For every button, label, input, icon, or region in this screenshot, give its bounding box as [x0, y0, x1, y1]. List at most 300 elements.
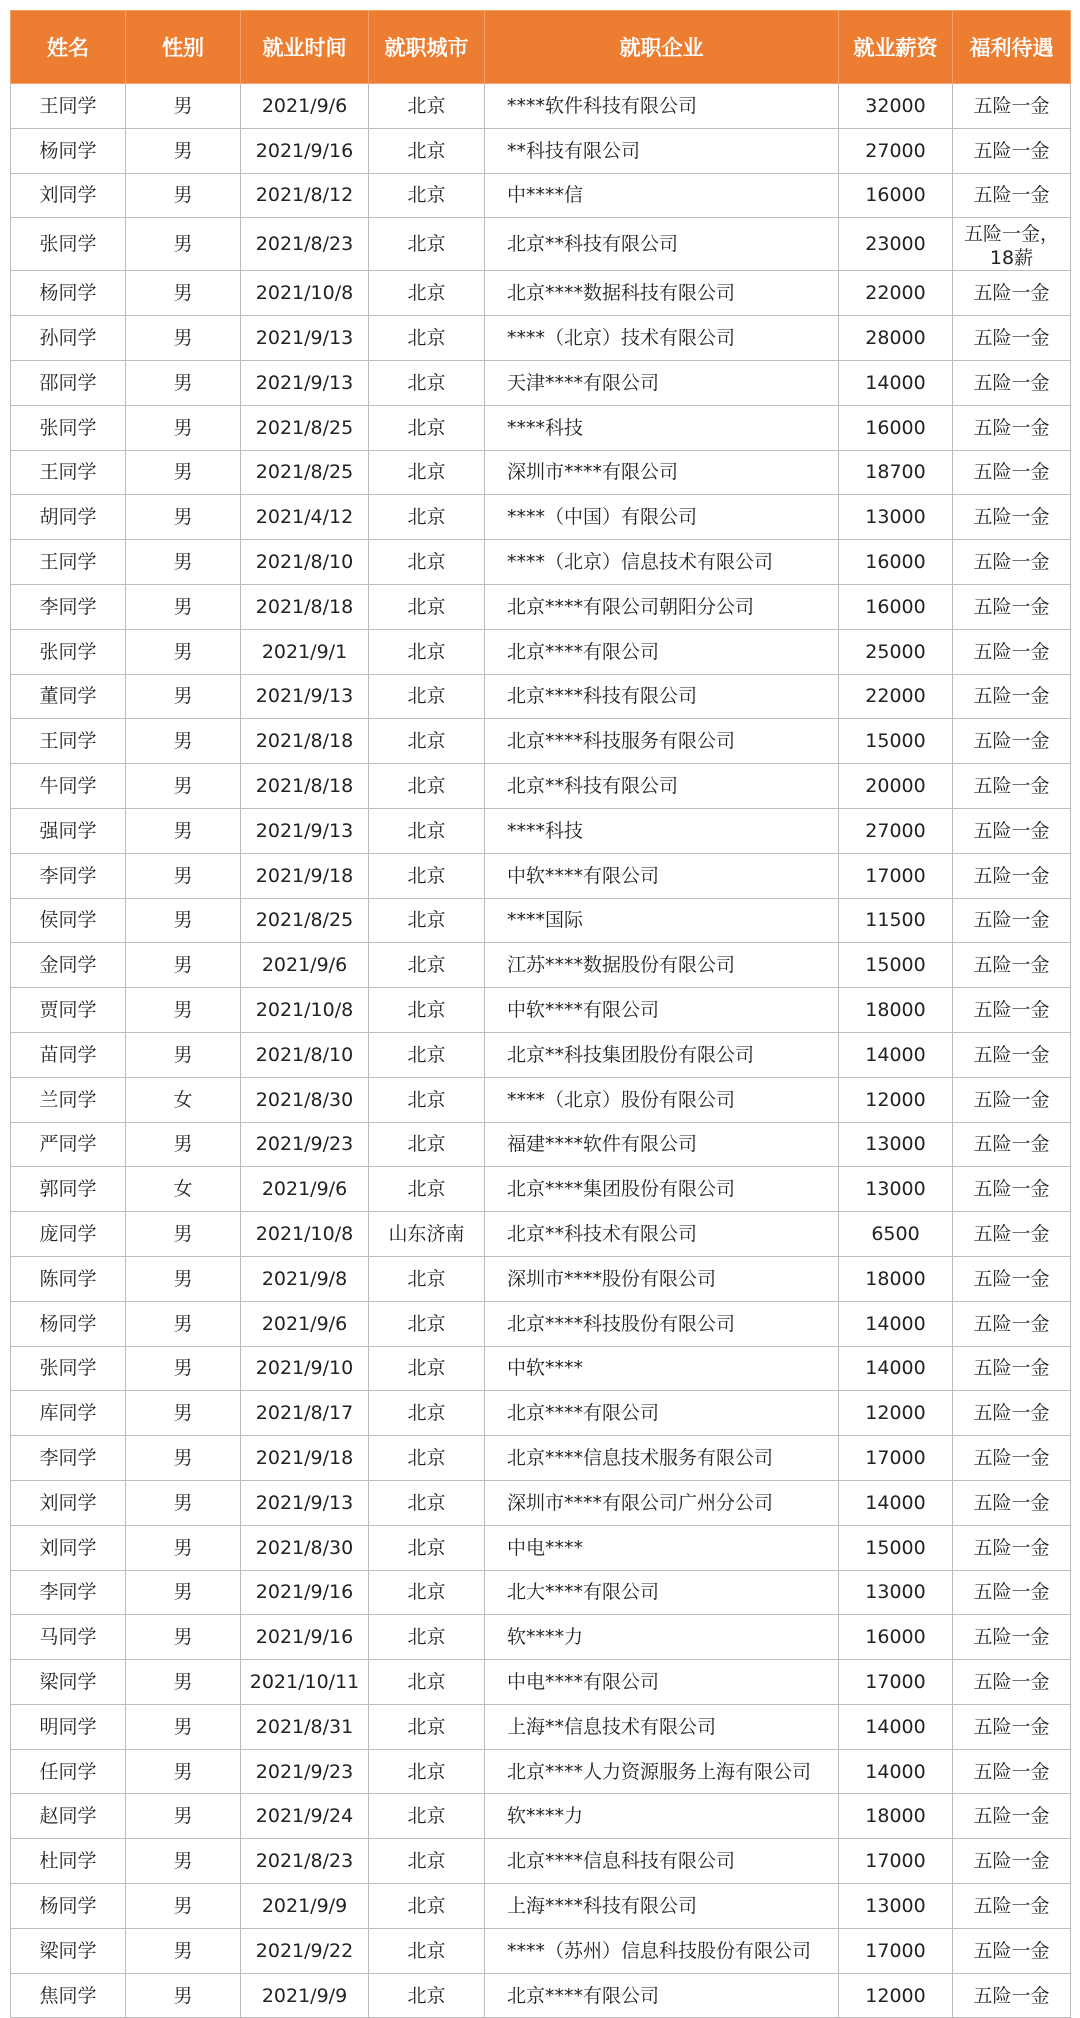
table-row [11, 764, 1071, 809]
gender-cell: 男 [126, 853, 241, 898]
table-body [11, 84, 1071, 2018]
welfare-cell: 五险一金 [953, 1301, 1071, 1346]
table-row [11, 853, 1071, 898]
name-cell: 邵同学 [11, 360, 126, 405]
name-cell: 贾同学 [11, 988, 126, 1033]
salary-cell: 16000 [839, 173, 953, 218]
gender-cell: 男 [126, 1301, 241, 1346]
table-row [11, 1660, 1071, 1705]
date-cell: 2021/10/8 [241, 1212, 369, 1257]
city-cell: 北京 [369, 1570, 485, 1615]
table-row [11, 1839, 1071, 1884]
gender-cell: 男 [126, 450, 241, 495]
salary-cell: 17000 [839, 1660, 953, 1705]
name-cell: 张同学 [11, 405, 126, 450]
gender-cell: 男 [126, 808, 241, 853]
salary-cell: 18000 [839, 1794, 953, 1839]
welfare-cell: 五险一金 [953, 405, 1071, 450]
date-cell: 2021/8/31 [241, 1704, 369, 1749]
date-cell: 2021/8/25 [241, 405, 369, 450]
date-cell: 2021/8/23 [241, 218, 369, 271]
city-cell: 北京 [369, 898, 485, 943]
company-cell: 北京****信息技术服务有限公司 [485, 1436, 839, 1481]
salary-cell: 12000 [839, 1391, 953, 1436]
welfare-cell: 五险一金 [953, 719, 1071, 764]
salary-cell: 11500 [839, 898, 953, 943]
company-cell: 北京****人力资源服务上海有限公司 [485, 1749, 839, 1794]
city-cell: 北京 [369, 316, 485, 361]
gender-cell: 男 [126, 629, 241, 674]
gender-cell: 男 [126, 674, 241, 719]
name-cell: 杨同学 [11, 271, 126, 316]
date-cell: 2021/8/30 [241, 1525, 369, 1570]
welfare-cell: 五险一金 [953, 1480, 1071, 1525]
name-cell: 李同学 [11, 1436, 126, 1481]
table-row [11, 1615, 1071, 1660]
welfare-cell: 五险一金 [953, 1167, 1071, 1212]
company-cell: 北京****科技有限公司 [485, 674, 839, 719]
table-row [11, 1436, 1071, 1481]
name-cell: 刘同学 [11, 1480, 126, 1525]
salary-cell: 25000 [839, 629, 953, 674]
name-cell: 明同学 [11, 1704, 126, 1749]
company-cell: 北京****科技股份有限公司 [485, 1301, 839, 1346]
city-cell: 北京 [369, 1032, 485, 1077]
company-cell: 深圳市****股份有限公司 [485, 1256, 839, 1301]
table-header [11, 11, 1071, 84]
company-cell: 深圳市****有限公司广州分公司 [485, 1480, 839, 1525]
welfare-cell: 五险一金 [953, 808, 1071, 853]
table-row [11, 674, 1071, 719]
table-row [11, 898, 1071, 943]
salary-cell: 14000 [839, 1032, 953, 1077]
date-cell: 2021/4/12 [241, 495, 369, 540]
salary-cell: 13000 [839, 495, 953, 540]
salary-cell: 13000 [839, 1570, 953, 1615]
gender-cell: 男 [126, 218, 241, 271]
salary-cell: 16000 [839, 540, 953, 585]
city-cell: 北京 [369, 988, 485, 1033]
employment-table [10, 10, 1071, 2018]
table-row [11, 584, 1071, 629]
company-cell: 江苏****数据股份有限公司 [485, 943, 839, 988]
date-cell: 2021/9/23 [241, 1122, 369, 1167]
salary-cell: 17000 [839, 853, 953, 898]
city-cell: 北京 [369, 1122, 485, 1167]
date-cell: 2021/9/8 [241, 1256, 369, 1301]
name-cell: 马同学 [11, 1615, 126, 1660]
city-cell: 北京 [369, 719, 485, 764]
gender-cell: 男 [126, 943, 241, 988]
city-cell: 北京 [369, 495, 485, 540]
name-cell: 李同学 [11, 853, 126, 898]
date-cell: 2021/9/23 [241, 1749, 369, 1794]
company-cell: ****国际 [485, 898, 839, 943]
date-cell: 2021/8/10 [241, 1032, 369, 1077]
date-cell: 2021/10/8 [241, 988, 369, 1033]
name-cell: 赵同学 [11, 1794, 126, 1839]
welfare-cell: 五险一金 [953, 1749, 1071, 1794]
salary-cell: 17000 [839, 1839, 953, 1884]
name-cell: 董同学 [11, 674, 126, 719]
name-cell: 强同学 [11, 808, 126, 853]
employment-table-container [10, 10, 1070, 2018]
salary-cell: 32000 [839, 84, 953, 129]
gender-cell: 男 [126, 1973, 241, 2018]
city-cell: 北京 [369, 1301, 485, 1346]
welfare-cell: 五险一金 [953, 1212, 1071, 1257]
gender-cell: 男 [126, 1839, 241, 1884]
name-cell: 梁同学 [11, 1928, 126, 1973]
welfare-cell: 五险一金 [953, 674, 1071, 719]
company-cell: 北京****科技服务有限公司 [485, 719, 839, 764]
table-row [11, 1749, 1071, 1794]
gender-cell: 男 [126, 1032, 241, 1077]
date-cell: 2021/8/10 [241, 540, 369, 585]
name-cell: 刘同学 [11, 173, 126, 218]
date-cell: 2021/8/30 [241, 1077, 369, 1122]
table-row [11, 1032, 1071, 1077]
salary-cell: 15000 [839, 1525, 953, 1570]
city-cell: 北京 [369, 584, 485, 629]
salary-cell: 12000 [839, 1973, 953, 2018]
gender-cell: 男 [126, 1525, 241, 1570]
table-row [11, 808, 1071, 853]
salary-cell: 14000 [839, 1480, 953, 1525]
city-cell: 北京 [369, 1615, 485, 1660]
gender-cell: 男 [126, 271, 241, 316]
salary-cell: 22000 [839, 271, 953, 316]
salary-cell: 16000 [839, 405, 953, 450]
name-cell: 张同学 [11, 1346, 126, 1391]
welfare-cell: 五险一金 [953, 898, 1071, 943]
gender-cell: 男 [126, 1928, 241, 1973]
table-row [11, 173, 1071, 218]
city-cell: 北京 [369, 764, 485, 809]
welfare-cell: 五险一金 [953, 853, 1071, 898]
name-cell: 孙同学 [11, 316, 126, 361]
name-cell: 胡同学 [11, 495, 126, 540]
city-cell: 北京 [369, 540, 485, 585]
salary-cell: 17000 [839, 1928, 953, 1973]
table-row [11, 1704, 1071, 1749]
company-cell: 北京****有限公司朝阳分公司 [485, 584, 839, 629]
city-cell: 北京 [369, 1928, 485, 1973]
city-cell: 北京 [369, 360, 485, 405]
table-row [11, 405, 1071, 450]
welfare-cell: 五险一金 [953, 450, 1071, 495]
gender-cell: 女 [126, 1167, 241, 1212]
table-row [11, 1346, 1071, 1391]
company-cell: 中电****有限公司 [485, 1660, 839, 1705]
gender-cell: 男 [126, 1570, 241, 1615]
date-cell: 2021/9/6 [241, 1301, 369, 1346]
welfare-cell: 五险一金 [953, 1615, 1071, 1660]
company-cell: 深圳市****有限公司 [485, 450, 839, 495]
gender-cell: 男 [126, 988, 241, 1033]
date-cell: 2021/9/22 [241, 1928, 369, 1973]
company-cell: 北京**科技有限公司 [485, 764, 839, 809]
welfare-cell: 五险一金 [953, 173, 1071, 218]
date-cell: 2021/8/12 [241, 173, 369, 218]
company-cell: 北京**科技术有限公司 [485, 1212, 839, 1257]
company-cell: 北京****集团股份有限公司 [485, 1167, 839, 1212]
salary-cell: 14000 [839, 1749, 953, 1794]
welfare-cell: 五险一金 [953, 988, 1071, 1033]
table-row [11, 1525, 1071, 1570]
welfare-cell: 五险一金 [953, 1973, 1071, 2018]
city-cell: 北京 [369, 84, 485, 129]
table-row [11, 1794, 1071, 1839]
gender-cell: 男 [126, 1391, 241, 1436]
company-cell: ****软件科技有限公司 [485, 84, 839, 129]
table-row [11, 1167, 1071, 1212]
gender-cell: 男 [126, 495, 241, 540]
welfare-cell: 五险一金 [953, 943, 1071, 988]
date-cell: 2021/8/18 [241, 719, 369, 764]
welfare-cell: 五险一金 [953, 1704, 1071, 1749]
table-row [11, 629, 1071, 674]
name-cell: 李同学 [11, 584, 126, 629]
salary-cell: 18700 [839, 450, 953, 495]
name-cell: 杨同学 [11, 128, 126, 173]
salary-cell: 14000 [839, 360, 953, 405]
name-cell: 苗同学 [11, 1032, 126, 1077]
date-cell: 2021/9/9 [241, 1973, 369, 2018]
table-row [11, 1973, 1071, 2018]
city-cell: 北京 [369, 405, 485, 450]
gender-cell: 男 [126, 1480, 241, 1525]
name-cell: 张同学 [11, 629, 126, 674]
name-cell: 严同学 [11, 1122, 126, 1167]
table-row [11, 1391, 1071, 1436]
salary-cell: 27000 [839, 128, 953, 173]
date-cell: 2021/9/13 [241, 674, 369, 719]
salary-cell: 14000 [839, 1346, 953, 1391]
company-cell: ****科技 [485, 808, 839, 853]
table-row [11, 1884, 1071, 1929]
welfare-cell: 五险一金 [953, 584, 1071, 629]
company-cell: ****（北京）股份有限公司 [485, 1077, 839, 1122]
city-col-header: 就职城市 [369, 11, 485, 84]
city-cell: 北京 [369, 1660, 485, 1705]
city-cell: 北京 [369, 1525, 485, 1570]
company-cell: 中软****有限公司 [485, 988, 839, 1033]
table-row [11, 1480, 1071, 1525]
city-cell: 北京 [369, 1973, 485, 2018]
gender-cell: 男 [126, 1704, 241, 1749]
gender-cell: 女 [126, 1077, 241, 1122]
date-cell: 2021/9/9 [241, 1884, 369, 1929]
name-cell: 任同学 [11, 1749, 126, 1794]
date-cell: 2021/9/18 [241, 1436, 369, 1481]
city-cell: 山东济南 [369, 1212, 485, 1257]
name-col-header: 姓名 [11, 11, 126, 84]
name-cell: 杨同学 [11, 1301, 126, 1346]
salary-cell: 16000 [839, 1615, 953, 1660]
date-cell: 2021/9/13 [241, 1480, 369, 1525]
company-cell: ****（北京）技术有限公司 [485, 316, 839, 361]
gender-cell: 男 [126, 1122, 241, 1167]
name-cell: 郭同学 [11, 1167, 126, 1212]
table-row [11, 450, 1071, 495]
gender-cell: 男 [126, 584, 241, 629]
company-cell: 上海**信息技术有限公司 [485, 1704, 839, 1749]
salary-col-header: 就业薪资 [839, 11, 953, 84]
date-cell: 2021/9/6 [241, 943, 369, 988]
gender-cell: 男 [126, 1884, 241, 1929]
date-cell: 2021/8/25 [241, 450, 369, 495]
company-cell: 中电**** [485, 1525, 839, 1570]
table-row [11, 540, 1071, 585]
company-cell: 北京**科技有限公司 [485, 218, 839, 271]
city-cell: 北京 [369, 1346, 485, 1391]
date-cell: 2021/10/11 [241, 1660, 369, 1705]
gender-cell: 男 [126, 128, 241, 173]
city-cell: 北京 [369, 1167, 485, 1212]
company-cell: 北京****信息科技有限公司 [485, 1839, 839, 1884]
salary-cell: 18000 [839, 1256, 953, 1301]
welfare-cell: 五险一金 [953, 1570, 1071, 1615]
company-cell: 北大****有限公司 [485, 1570, 839, 1615]
date-cell: 2021/9/16 [241, 1615, 369, 1660]
date-cell: 2021/9/6 [241, 1167, 369, 1212]
company-cell: 北京****数据科技有限公司 [485, 271, 839, 316]
salary-cell: 14000 [839, 1301, 953, 1346]
welfare-cell: 五险一金 [953, 629, 1071, 674]
gender-cell: 男 [126, 316, 241, 361]
table-row [11, 84, 1071, 129]
table-row [11, 1928, 1071, 1973]
gender-cell: 男 [126, 1615, 241, 1660]
salary-cell: 15000 [839, 719, 953, 764]
date-cell: 2021/9/10 [241, 1346, 369, 1391]
table-row [11, 1570, 1071, 1615]
date-col-header: 就业时间 [241, 11, 369, 84]
city-cell: 北京 [369, 1794, 485, 1839]
welfare-cell: 五险一金 [953, 128, 1071, 173]
table-row [11, 360, 1071, 405]
salary-cell: 20000 [839, 764, 953, 809]
city-cell: 北京 [369, 271, 485, 316]
name-cell: 梁同学 [11, 1660, 126, 1705]
welfare-cell: 五险一金 [953, 271, 1071, 316]
table-row [11, 316, 1071, 361]
table-row [11, 1301, 1071, 1346]
city-cell: 北京 [369, 1256, 485, 1301]
salary-cell: 13000 [839, 1884, 953, 1929]
date-cell: 2021/9/13 [241, 316, 369, 361]
welfare-cell: 五险一金，18薪 [953, 218, 1071, 271]
name-cell: 王同学 [11, 719, 126, 764]
welfare-cell: 五险一金 [953, 495, 1071, 540]
salary-cell: 13000 [839, 1167, 953, 1212]
company-cell: 北京****有限公司 [485, 1391, 839, 1436]
city-cell: 北京 [369, 1704, 485, 1749]
city-cell: 北京 [369, 450, 485, 495]
name-cell: 张同学 [11, 218, 126, 271]
city-cell: 北京 [369, 128, 485, 173]
welfare-cell: 五险一金 [953, 316, 1071, 361]
gender-cell: 男 [126, 84, 241, 129]
date-cell: 2021/9/6 [241, 84, 369, 129]
date-cell: 2021/9/24 [241, 1794, 369, 1839]
date-cell: 2021/9/16 [241, 128, 369, 173]
company-cell: 北京****有限公司 [485, 629, 839, 674]
welfare-cell: 五险一金 [953, 84, 1071, 129]
welfare-cell: 五险一金 [953, 1794, 1071, 1839]
date-cell: 2021/8/18 [241, 584, 369, 629]
city-cell: 北京 [369, 674, 485, 719]
table-row [11, 1122, 1071, 1167]
name-cell: 王同学 [11, 84, 126, 129]
salary-cell: 14000 [839, 1704, 953, 1749]
welfare-cell: 五险一金 [953, 1525, 1071, 1570]
company-cell: 中****信 [485, 173, 839, 218]
header-row [11, 11, 1071, 84]
gender-cell: 男 [126, 540, 241, 585]
city-cell: 北京 [369, 1391, 485, 1436]
salary-cell: 28000 [839, 316, 953, 361]
company-cell: 福建****软件有限公司 [485, 1122, 839, 1167]
city-cell: 北京 [369, 1436, 485, 1481]
company-cell: ****（北京）信息技术有限公司 [485, 540, 839, 585]
salary-cell: 12000 [839, 1077, 953, 1122]
welfare-cell: 五险一金 [953, 764, 1071, 809]
date-cell: 2021/8/18 [241, 764, 369, 809]
gender-cell: 男 [126, 898, 241, 943]
table-row [11, 1212, 1071, 1257]
gender-cell: 男 [126, 1346, 241, 1391]
company-cell: ****科技 [485, 405, 839, 450]
salary-cell: 16000 [839, 584, 953, 629]
city-cell: 北京 [369, 1077, 485, 1122]
company-cell: ****（苏州）信息科技股份有限公司 [485, 1928, 839, 1973]
gender-cell: 男 [126, 1256, 241, 1301]
company-cell: **科技有限公司 [485, 128, 839, 173]
salary-cell: 15000 [839, 943, 953, 988]
gender-cell: 男 [126, 173, 241, 218]
company-cell: 软****力 [485, 1794, 839, 1839]
city-cell: 北京 [369, 1749, 485, 1794]
table-row [11, 988, 1071, 1033]
date-cell: 2021/9/16 [241, 1570, 369, 1615]
table-row [11, 943, 1071, 988]
table-row [11, 128, 1071, 173]
name-cell: 庞同学 [11, 1212, 126, 1257]
company-cell: 北京****有限公司 [485, 1973, 839, 2018]
table-row [11, 495, 1071, 540]
welfare-cell: 五险一金 [953, 1928, 1071, 1973]
salary-cell: 22000 [839, 674, 953, 719]
name-cell: 兰同学 [11, 1077, 126, 1122]
date-cell: 2021/9/1 [241, 629, 369, 674]
date-cell: 2021/8/17 [241, 1391, 369, 1436]
city-cell: 北京 [369, 1839, 485, 1884]
city-cell: 北京 [369, 853, 485, 898]
gender-cell: 男 [126, 360, 241, 405]
gender-col-header: 性别 [126, 11, 241, 84]
gender-cell: 男 [126, 1660, 241, 1705]
name-cell: 焦同学 [11, 1973, 126, 2018]
name-cell: 杨同学 [11, 1884, 126, 1929]
gender-cell: 男 [126, 719, 241, 764]
name-cell: 王同学 [11, 450, 126, 495]
name-cell: 李同学 [11, 1570, 126, 1615]
gender-cell: 男 [126, 764, 241, 809]
table-row [11, 271, 1071, 316]
welfare-col-header: 福利待遇 [953, 11, 1071, 84]
